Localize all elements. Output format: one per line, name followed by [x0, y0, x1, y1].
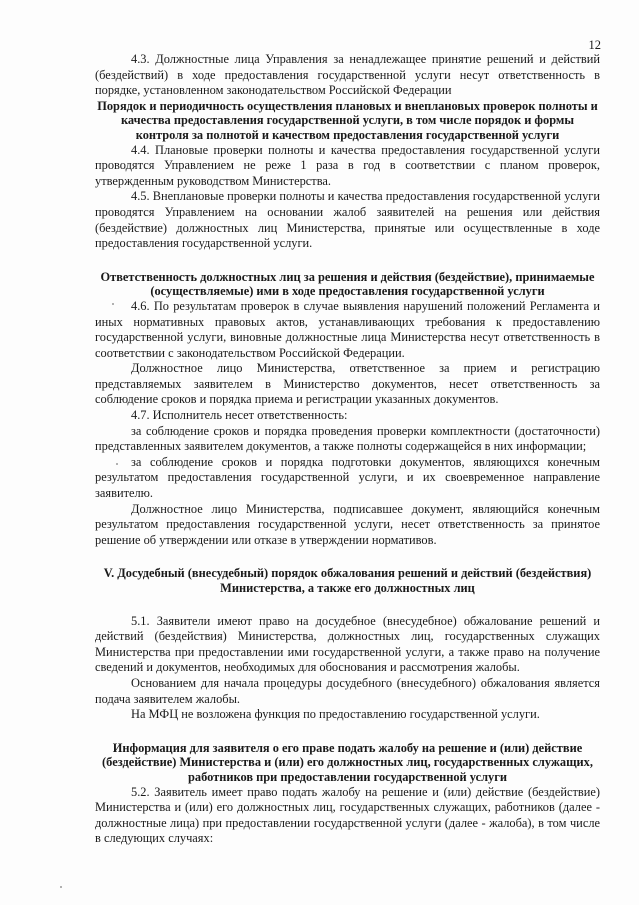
paragraph-4-7: 4.7. Исполнитель несет ответственность:	[131, 408, 348, 423]
heading-complaint-right: Информация для заявителя о его праве подать жалобу на решение и (или) действие (бездействие) Министерства и (или) его должностных лиц, государственных служащих, работников при предоставлении государственной услуги	[102, 740, 593, 784]
paragraph-signatory: Должностное лицо Министерства, подписавшее документ, являющийся конечным результатом предоставления государственной услуги, несет ответственность за принятое решение об утверждении или отказе в утверждении нормативов.	[95, 501, 600, 547]
heading-inspections: Порядок и периодичность осуществления плановых и внеплановых проверок полноты и качества предоставления государственной услуги, в том числе порядок и формы контроля за полнотой и качеством предоставления государственной услуги	[97, 98, 598, 142]
paragraph-4-3: 4.3. Должностные лица Управления за ненадлежащее принятие решений и действий (бездействий) в ходе предоставления государственной услуги несут ответственность в порядке, установленном законодательством Российской Федерации	[95, 52, 600, 98]
scan-speck	[116, 463, 118, 465]
page-number: 12	[588, 38, 601, 52]
paragraph-5-1: 5.1. Заявители имеют право на досудебное (внесудебное) обжалование решений и действий (бездействия) Министерства, должностных лиц, государственных служащих Министерства при предоставлении ими государственной услуги, а также право на получение сведений и документов, необходимых для обоснования и рассмотрения жалобы.	[95, 613, 600, 675]
scan-speck	[60, 886, 62, 888]
heading-section-v: V. Досудебный (внесудебный) порядок обжалования решений и действий (бездействия) Министерства, а также его должностных лиц	[103, 566, 592, 595]
document-body	[95, 52, 600, 847]
paragraph-4-5: 4.5. Внеплановые проверки полноты и качества предоставления государственной услуги проводятся Управлением на основании жалоб заявителей на решения или действия (бездействие) должностных лиц Министерства, принятые или осуществленные в ходе предоставления государственной услуги.	[95, 189, 600, 251]
paragraph-5-2: 5.2. Заявитель имеет право подать жалобу на решение и (или) действие (бездействие) Министерства и (или) его должностных лиц, государственных служащих, работников (далее - должностные лица) при предоставлении государственной услуги (далее - жалоба), в том числе в следующих случаях:	[95, 784, 600, 846]
scan-speck	[112, 303, 114, 305]
paragraph-4-6: 4.6. По результатам проверок в случае выявления нарушений положений Регламента и иных нормативных правовых актов, устанавливающих требования к предоставлению государственной услуги, виновные должностные лица Министерства несут ответственность в соответствии с законодательством Российской Федерации.	[95, 298, 600, 360]
paragraph-grounds: Основанием для начала процедуры досудебного (внесудебного) обжалования является подача заявителем жалобы.	[95, 675, 600, 706]
paragraph-completeness: за соблюдение сроков и порядка проведения проверки комплектности (достаточности) представленных заявителем документов, а также полноты содержащейся в них информации;	[95, 423, 600, 454]
paragraph-mfc: На МФЦ не возложена функция по предоставлению государственной услуги.	[131, 707, 540, 722]
heading-responsibility: Ответственность должностных лиц за решения и действия (бездействие), принимаемые (осуществляемые) ими в ходе предоставления государственной услуги	[100, 269, 595, 299]
paragraph-4-4: 4.4. Плановые проверки полноты и качества предоставления государственной услуги проводятся Управлением не реже 1 раза в год в соответствии с планом проверок, утвержденным руководством Министерства.	[95, 142, 600, 188]
paragraph-deadlines: за соблюдение сроков и порядка подготовки документов, являющихся конечным результатом предоставления государственной услуги, и их своевременное направление заявителю.	[95, 454, 600, 501]
paragraph-official-registration: Должностное лицо Министерства, ответственное за прием и регистрацию представляемых заявителем в Министерство документов, несет ответственность за соблюдение сроков и порядка приема и регистрации указанных документов.	[95, 361, 600, 407]
